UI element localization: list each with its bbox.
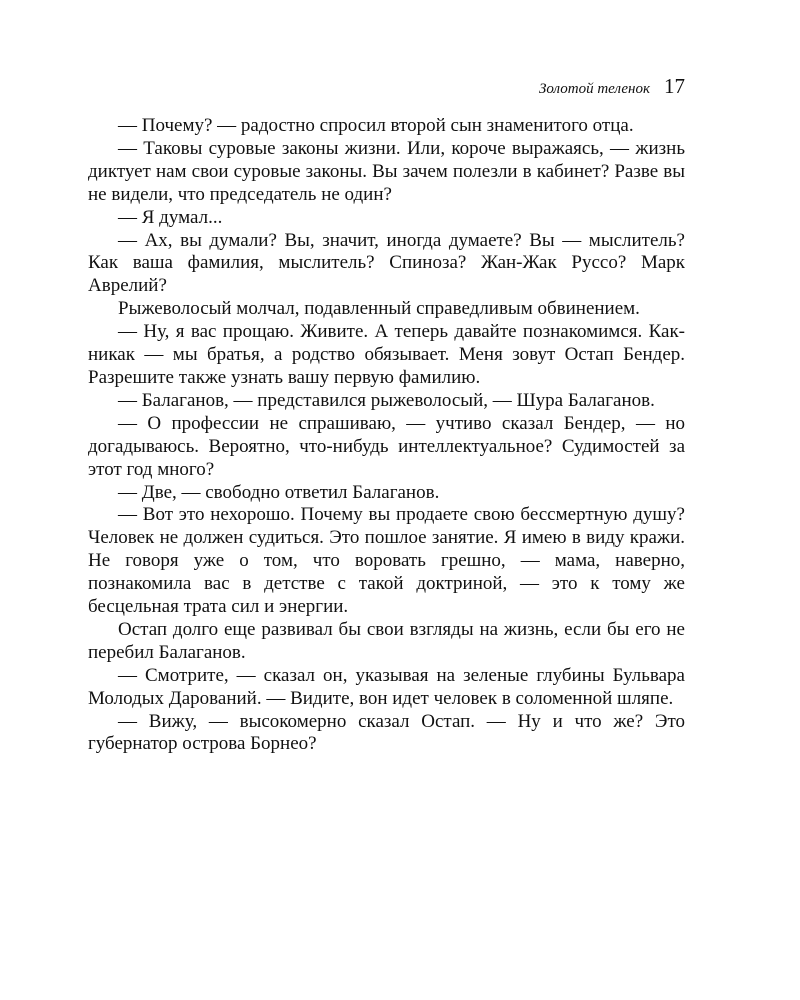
- running-head: [88, 74, 685, 104]
- paragraph: — Вот это нехорошо. Почему вы продаете свою бессмертную душу? Человек не должен судиться. Это пошлое занятие. Я имею в виду кражи. Не говоря уже о том, что воровать грешно, — мама, наверно, познакомила вас в детстве с такой доктриной, — это к тому же бесцельная трата сил и энергии.: [88, 504, 685, 618]
- body-text: [88, 115, 685, 756]
- paragraph: — Я думал...: [118, 206, 223, 228]
- paragraph: — Две, — свободно ответил Балаганов.: [118, 481, 440, 503]
- paragraph: — Вижу, — высокомерно сказал Остап. — Ну и что же? Это губернатор острова Борнео?: [88, 710, 685, 755]
- paragraph: — Таковы суровые законы жизни. Или, короче выражаясь, — жизнь диктует нам свои суровые законы. Вы зачем полезли в кабинет? Разве вы не видели, что председатель не один?: [88, 137, 685, 205]
- paragraph: Остап долго еще развивал бы свои взгляды на жизнь, если бы его не перебил Балаганов.: [88, 618, 685, 663]
- paragraph: — Ну, я вас прощаю. Живите. А теперь давайте познакомимся. Как-никак — мы братья, а родство обязывает. Меня зовут Остап Бендер. Разрешите также узнать вашу первую фамилию.: [88, 321, 685, 388]
- page-number: 17: [664, 74, 685, 98]
- paragraph: — О профессии не спрашиваю, — учтиво сказал Бендер, — но догадываюсь. Вероятно, что-нибудь интеллектуальное? Судимостей за этот год много?: [88, 412, 685, 480]
- book-title: Золотой теленок: [538, 81, 650, 97]
- paragraph: — Балаганов, — представился рыжеволосый, — Шура Балаганов.: [118, 389, 655, 411]
- paragraph: — Почему? — радостно спросил второй сын знаменитого отца.: [118, 115, 634, 136]
- paragraph: — Смотрите, — сказал он, указывая на зеленые глубины Бульвара Молодых Дарований. — Видите, вон идет человек в соломенной шляпе.: [88, 664, 685, 709]
- paragraph: Рыжеволосый молчал, подавленный справедливым обвинением.: [118, 298, 640, 320]
- paragraph: — Ах, вы думали? Вы, значит, иногда думаете? Вы — мыслитель? Как ваша фамилия, мыслитель? Спиноза? Жан-Жак Руссо? Марк Аврелий?: [88, 229, 685, 297]
